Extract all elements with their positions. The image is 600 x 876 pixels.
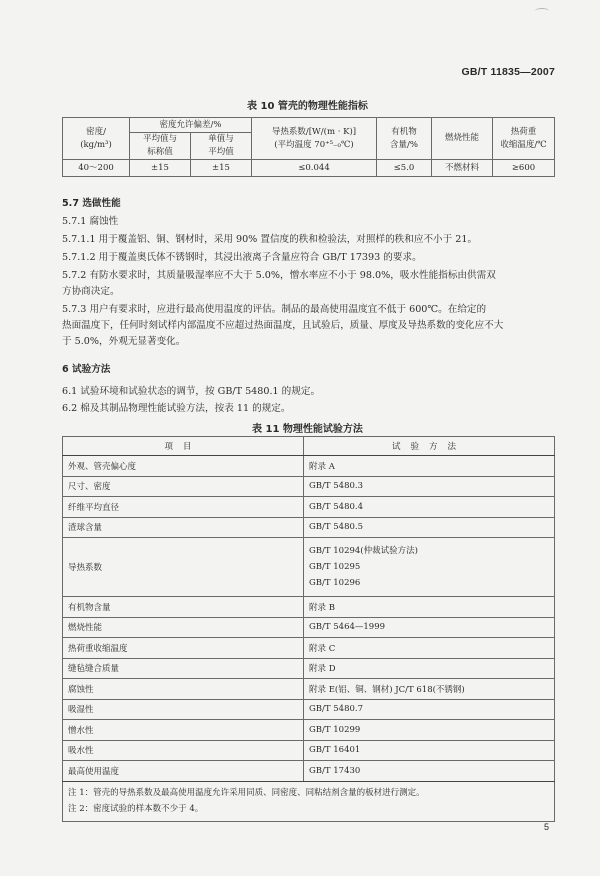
t11-method: GB/T 16401 (304, 740, 555, 761)
t11-method: GB/T 5480.5 (304, 517, 555, 538)
table11 (62, 436, 555, 822)
t11-method: GB/T 5480.3 (304, 476, 555, 497)
t11-item: 导热系数 (63, 538, 304, 597)
t11-item: 有机物含量 (63, 597, 304, 618)
t10-cell: ≤0.044 (252, 160, 377, 177)
page-number: 5 (544, 822, 550, 832)
section-5-7-1: 5.7.1 腐蚀性 (62, 216, 119, 227)
section-6-1: 6.1 试验环境和试验状态的调节，按 GB/T 5480.1 的规定。 (62, 386, 321, 397)
t11-method: GB/T 17430 (304, 761, 555, 782)
t10-head-shrink: 热荷重 收缩温度/℃ (493, 118, 555, 160)
t11-item: 缝毡缝合质量 (63, 658, 304, 679)
t11-method: GB/T 10296 (309, 578, 361, 588)
t11-method: GB/T 10295 (309, 562, 361, 572)
t11-method: 附录 B (304, 597, 555, 618)
t11-head-item: 项目 (63, 437, 304, 456)
standard-code: GB/T 11835—2007 (461, 66, 555, 78)
section-5-7-3-line3: 于 5.0%，外观无显著变化。 (62, 336, 186, 347)
t11-item: 渣球含量 (63, 517, 304, 538)
t11-method: 附录 C (304, 638, 555, 659)
t11-note-2: 注 2：密度试验的样本数不少于 4。 (68, 804, 204, 814)
section-5-7: 5.7 选做性能 (62, 198, 121, 209)
t11-item: 热荷重收缩温度 (63, 638, 304, 659)
t11-method: 附录 A (304, 456, 555, 477)
t11-method: GB/T 10299 (304, 720, 555, 741)
table10-caption: 表 10 管壳的物理性能指标 (247, 101, 368, 112)
t10-head-burning: 燃烧性能 (432, 118, 493, 160)
t11-item: 最高使用温度 (63, 761, 304, 782)
t10-head-thermal: 导热系数/[W/(m · K)] (平均温度 70⁺⁵₋₀℃) (252, 118, 377, 160)
t11-item: 吸湿性 (63, 699, 304, 720)
t10-cell: 40～200 (63, 160, 130, 177)
t10-cell: ≤5.0 (377, 160, 432, 177)
t11-method: GB/T 5480.4 (304, 497, 555, 518)
t10-cell: ±15 (130, 160, 191, 177)
t11-item: 燃烧性能 (63, 617, 304, 638)
t10-head-tolerance: 密度允许偏差/% (130, 118, 252, 133)
section-5-7-3-line2: 热面温度下，任何时刻试样内部温度不应超过热面温度，且试验后，质量、厚度及导热系数的变化应不大 (62, 320, 504, 331)
section-5-7-1-2: 5.7.1.2 用于覆盖奥氏体不锈钢时，其浸出液离子含量应符合 GB/T 17393 的要求。 (62, 252, 422, 263)
section-5-7-2-line2: 方协商决定。 (62, 286, 120, 297)
t11-head-method: 试验方法 (304, 437, 555, 456)
t11-note-1: 注 1：管壳的导热系数及最高使用温度允许采用同质、同密度、同粘结剂含量的板材进行测定。 (68, 788, 425, 798)
t10-cell: ±15 (191, 160, 252, 177)
t11-method: GB/T 5464—1999 (304, 617, 555, 638)
section-5-7-3-line1: 5.7.3 用户有要求时，应进行最高使用温度的评估。制品的最高使用温度宜不低于 600℃。在给定的 (62, 304, 487, 315)
t11-item: 腐蚀性 (63, 679, 304, 700)
scan-mark (535, 8, 549, 14)
section-5-7-1-1: 5.7.1.1 用于覆盖铝、铜、钢材时，采用 90% 置信度的秩和检验法，对照样的秩和应不小于 21。 (62, 234, 478, 245)
t10-head-density: 密度/ (kg/m³) (63, 118, 130, 160)
t10-head-tol-single: 单值与 平均值 (191, 133, 252, 160)
t11-item: 外观、管壳偏心度 (63, 456, 304, 477)
section-5-7-2-line1: 5.7.2 有防水要求时，其质量吸湿率应不大于 5.0%，憎水率应不小于 98.0%，吸水性能指标由供需双 (62, 270, 496, 281)
section-6-2: 6.2 棉及其制品物理性能试验方法，按表 11 的规定。 (62, 403, 291, 414)
t11-item: 尺寸、密度 (63, 476, 304, 497)
t11-method-multi (304, 538, 555, 597)
t11-method: 附录 D (304, 658, 555, 679)
t10-cell: ≥600 (493, 160, 555, 177)
table10 (62, 117, 555, 177)
t11-notes (63, 781, 555, 821)
t11-method: 附录 E(铝、铜、钢材) JC/T 618(不锈钢) (304, 679, 555, 700)
section-6: 6 试验方法 (62, 364, 111, 375)
t11-item: 纤维平均直径 (63, 497, 304, 518)
t10-head-tol-avg: 平均值与 标称值 (130, 133, 191, 160)
t10-head-organic: 有机物 含量/% (377, 118, 432, 160)
t11-item: 憎水性 (63, 720, 304, 741)
t10-cell: 不燃材料 (432, 160, 493, 177)
t11-method: GB/T 5480.7 (304, 699, 555, 720)
t11-item: 吸水性 (63, 740, 304, 761)
t11-method: GB/T 10294(仲裁试验方法) (309, 546, 418, 556)
table11-caption: 表 11 物理性能试验方法 (252, 424, 363, 435)
